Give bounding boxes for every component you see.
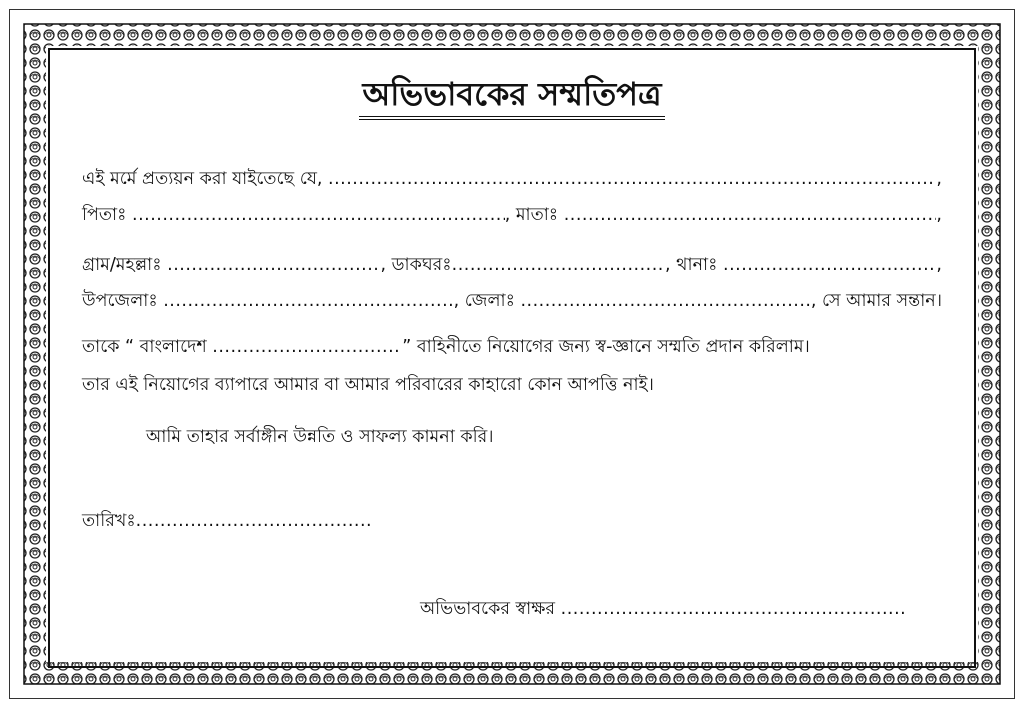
wish-line: আমি তাহার সর্বাঙ্গীন উন্নতি ও সাফল্য কামনা করি। bbox=[146, 427, 494, 447]
signature-label: অভিভাবকের স্বাক্ষর bbox=[420, 599, 556, 619]
document-title bbox=[0, 72, 1024, 120]
date-line bbox=[82, 508, 372, 534]
date-label: তারিখঃ bbox=[82, 511, 136, 531]
upazila-label: উপজেলাঃ bbox=[82, 291, 158, 311]
comma: , bbox=[936, 255, 942, 275]
force-line bbox=[82, 334, 942, 360]
district-line bbox=[82, 288, 942, 314]
address-line bbox=[82, 252, 942, 278]
consent-statement: ” বাহিনীতে নিয়োগের জন্য স্ব-জ্ঞানে সম্মতি প্রদান করিলাম। bbox=[402, 337, 810, 357]
declaration-line bbox=[82, 166, 942, 192]
parents-line bbox=[82, 202, 942, 228]
post-office-blank bbox=[452, 252, 665, 278]
thana-blank bbox=[723, 252, 936, 278]
father-label: পিতাঃ bbox=[82, 205, 127, 225]
no-objection-line: তার এই নিয়োগের ব্যাপারে আমার বা আমার পরিবারের কাহারো কোন আপত্তি নাই। bbox=[82, 375, 654, 395]
comma: , bbox=[936, 205, 942, 225]
signature-line bbox=[420, 596, 904, 622]
mother-blank bbox=[564, 202, 937, 228]
comma: , bbox=[936, 169, 942, 189]
village-blank bbox=[167, 252, 380, 278]
force-blank bbox=[212, 334, 402, 360]
mother-label: , মাতাঃ bbox=[504, 205, 559, 225]
upazila-blank bbox=[163, 288, 453, 314]
title-text: অভিভাবকের সম্মতিপত্র bbox=[359, 72, 666, 120]
village-label: গ্রাম/মহল্লাঃ bbox=[82, 255, 162, 275]
district-label: , জেলাঃ bbox=[453, 291, 515, 311]
force-label: তাকে “ বাংলাদেশ bbox=[82, 337, 207, 357]
declaration-text: এই মর্মে প্রত্যয়ন করা যাইতেছে যে, bbox=[82, 169, 323, 189]
post-office-label: , ডাকঘরঃ bbox=[380, 255, 452, 275]
name-blank bbox=[328, 166, 936, 192]
thana-label: , থানাঃ bbox=[665, 255, 718, 275]
father-blank bbox=[132, 202, 505, 228]
signature-blank bbox=[561, 596, 904, 622]
child-statement: , সে আমার সন্তান। bbox=[810, 291, 942, 311]
date-blank bbox=[136, 508, 372, 534]
district-blank bbox=[520, 288, 810, 314]
